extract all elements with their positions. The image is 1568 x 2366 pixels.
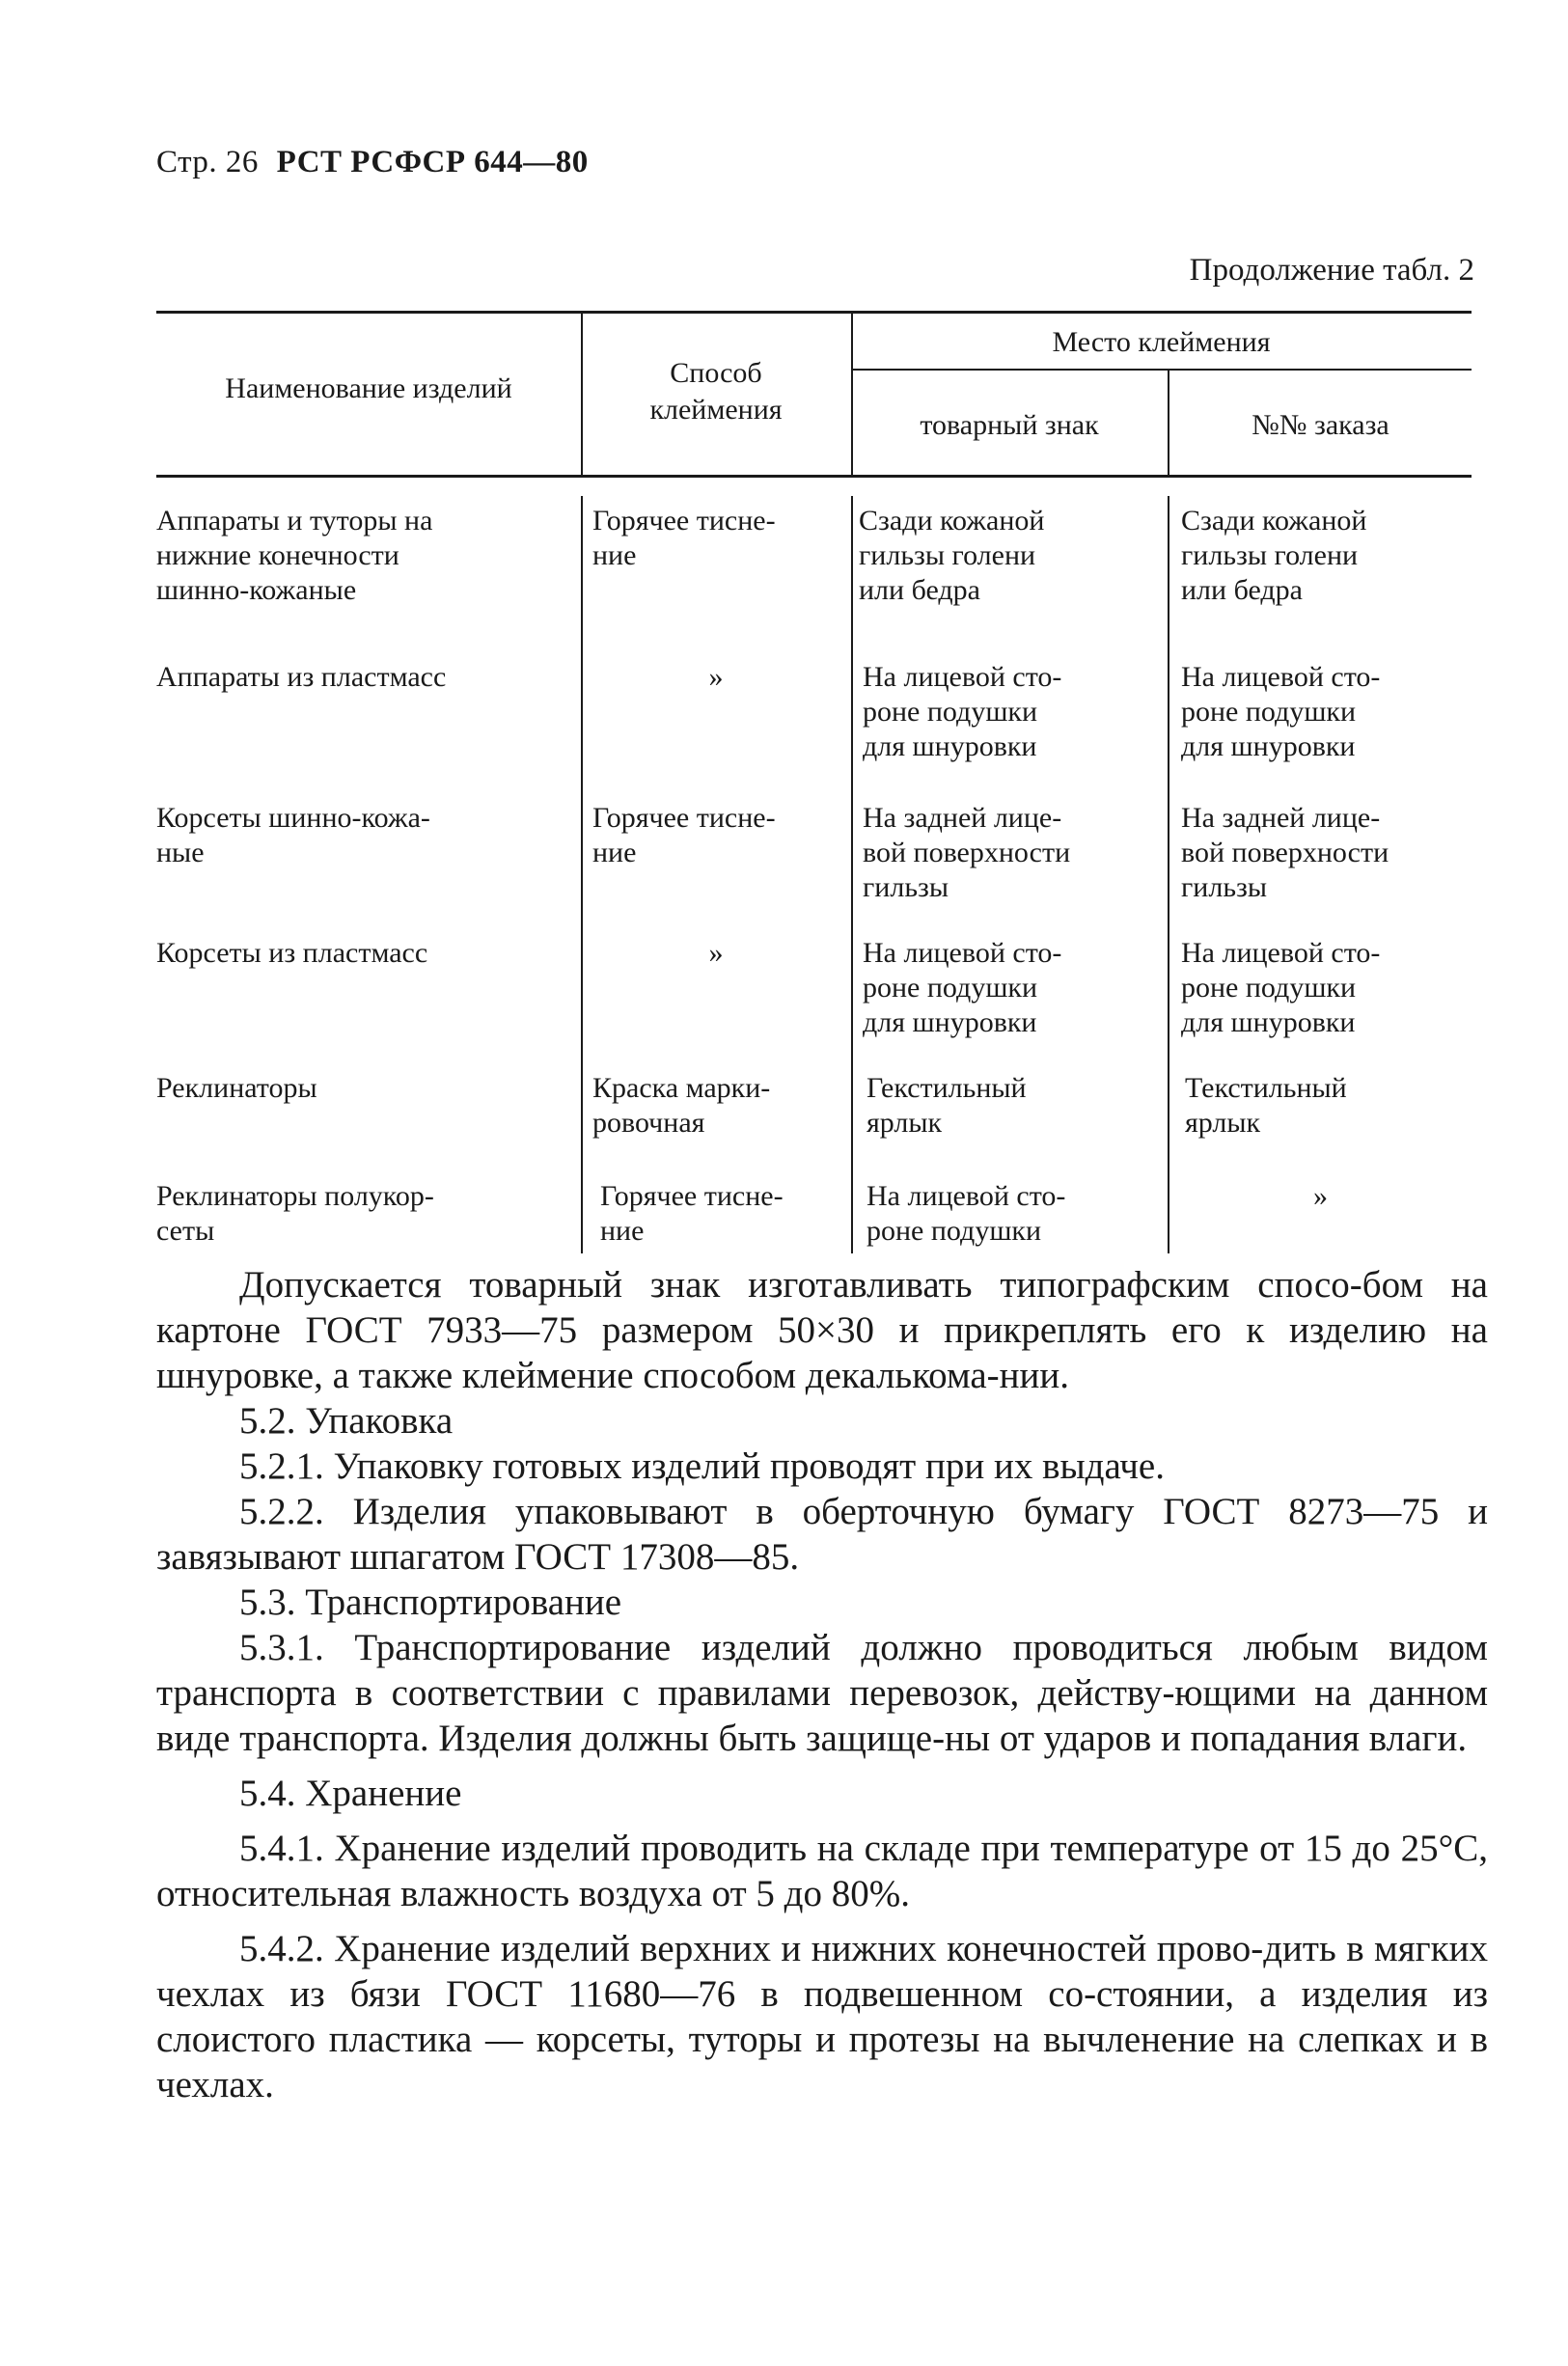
- paragraph: 5.3.1. Транспортирование изделий должно проводиться любым видом транспорта в соответствии с правилами перевозок, действу-ющими на данном виде транспорта. Изделия должны быть защище-ны от ударов и попадания влаги.: [156, 1627, 1488, 1759]
- table-top-rule: [156, 311, 1472, 314]
- standard-number: РСТ РСФСР 644—80: [276, 145, 589, 179]
- cell-order-number: Сзади кожаной гильзы голени или бедра: [1181, 505, 1367, 606]
- table-header-rule: [156, 475, 1472, 478]
- cell-order-number: »: [1313, 1180, 1328, 1212]
- cell-name: Аппараты из пластмасс: [156, 661, 447, 693]
- body-divider-3: [1168, 496, 1169, 1253]
- paragraph: 5.4.2. Хранение изделий верхних и нижних конечностей прово-дить в мягких чехлах из бязи ГОСТ 11680—76 в подвешенном со-стоянии, а изделия из слоистого пластика — корсеты, туторы и протезы на вычленение на слепках и в чехлах.: [156, 1928, 1488, 2105]
- cell-method: Горячее тисне- ние: [600, 1180, 784, 1247]
- cell-name: Реклинаторы полукор- сеты: [156, 1180, 434, 1247]
- cell-method: »: [708, 937, 724, 969]
- paragraph: 5.4.1. Хранение изделий проводить на складе при температуре от 15 до 25°C, относительная влажность воздуха от 5 до 80%.: [156, 1828, 1488, 1914]
- cell-order-number: На лицевой сто- роне подушки для шнуровки: [1181, 937, 1381, 1038]
- section-heading-transport: 5.3. Транспортирование: [239, 1582, 622, 1623]
- cell-order-number: На задней лице- вой поверхности гильзы: [1181, 802, 1389, 903]
- cell-name: Аппараты и туторы на нижние конечности шинно-кожаные: [156, 505, 433, 606]
- header-order-number: №№ заказа: [1252, 409, 1389, 441]
- cell-trademark: Сзади кожаной гильзы голени или бедра: [859, 505, 1045, 606]
- cell-trademark: На лицевой сто- роне подушки для шнуровки: [863, 661, 1062, 762]
- group-header-rule: [851, 369, 1472, 371]
- page-label: Стр. 26: [156, 145, 259, 179]
- cell-method: Горячее тисне- ние: [592, 505, 776, 571]
- cell-trademark: Гекстильный ярлык: [867, 1072, 1027, 1139]
- cell-name: Корсеты шинно-кожа- ные: [156, 802, 430, 868]
- paragraph: Допускается товарный знак изготавливать типографским спосо-бом на картоне ГОСТ 7933—75 размером 50×30 и прикреплять его к изделию на шнуровке, а также клеймение способом декалькома-нии.: [156, 1264, 1488, 1396]
- section-heading-packaging: 5.2. Упаковка: [239, 1400, 454, 1442]
- cell-order-number: На лицевой сто- роне подушки для шнуровки: [1181, 661, 1381, 762]
- cell-method: Горячее тисне- ние: [592, 802, 776, 868]
- section-heading-storage: 5.4. Хранение: [239, 1773, 462, 1814]
- body-divider-1: [581, 496, 583, 1253]
- cell-method: »: [708, 661, 724, 693]
- header-place-group: Место клеймения: [1052, 326, 1271, 358]
- cell-trademark: На лицевой сто- роне подушки для шнуровки: [863, 937, 1062, 1038]
- cell-name: Корсеты из пластмасс: [156, 937, 428, 969]
- cell-method: Краска марки- ровочная: [592, 1072, 771, 1139]
- header-trademark: товарный знак: [920, 409, 1099, 441]
- body-text: [156, 1262, 1488, 2107]
- cell-order-number: Текстильный ярлык: [1185, 1072, 1347, 1139]
- cell-trademark: На лицевой сто- роне подушки: [867, 1180, 1066, 1247]
- header-method: Способ клеймения: [649, 357, 783, 426]
- header-name: Наименование изделий: [225, 372, 512, 404]
- page-header: [156, 145, 589, 180]
- cell-name: Реклинаторы: [156, 1072, 317, 1104]
- cell-trademark: На задней лице- вой поверхности гильзы: [863, 802, 1071, 903]
- table-caption: Продолжение табл. 2: [1189, 253, 1474, 288]
- paragraph: 5.2.2. Изделия упаковывают в оберточную бумагу ГОСТ 8273—75 и завязывают шпагатом ГОСТ 17308—85.: [156, 1491, 1488, 1578]
- paragraph: 5.2.1. Упаковку готовых изделий проводят при их выдаче.: [239, 1445, 1165, 1487]
